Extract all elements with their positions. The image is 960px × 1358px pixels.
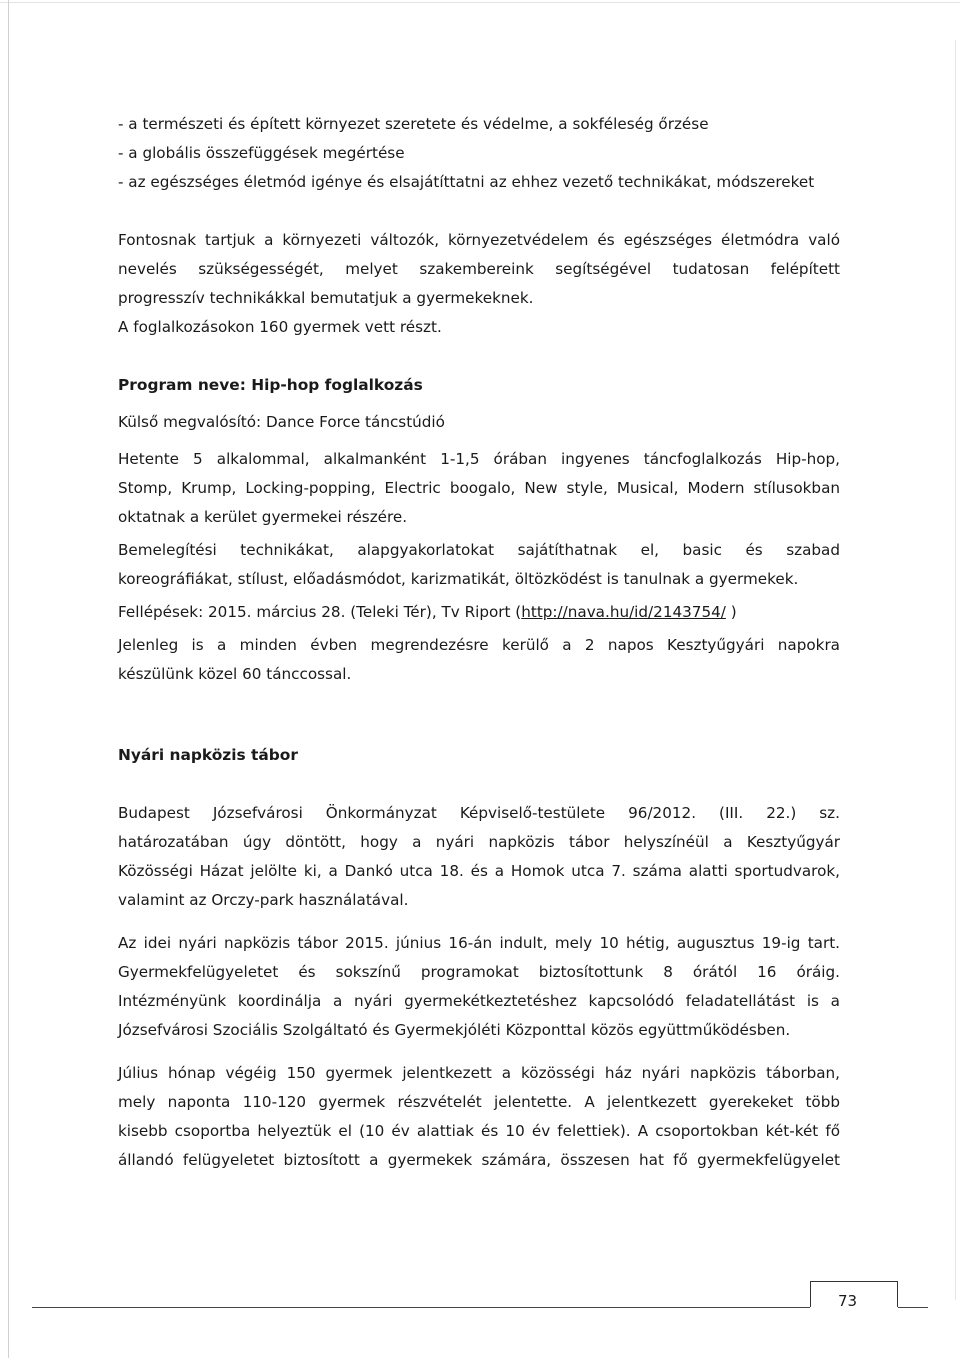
paragraph-line: készülünk közel 60 tánccossal. [118, 665, 352, 683]
paragraph-line: valamint az Orczy-park használatával. [118, 891, 409, 909]
paragraph-line: koreográfiákat, stílust, előadásmódot, karizmatikát, öltözködést is tanulnak a gyermekek. [118, 570, 799, 588]
provider-line: Külső megvalósító: Dance Force táncstúdió [118, 413, 445, 431]
paragraph-line: Az idei nyári napközis tábor 2015. június 16-án indult, mely 10 hétig, augusztus 19-ig tart. [118, 934, 840, 952]
paragraph-line: Közösségi Házat jelölte ki, a Dankó utca 18. és a Homok utca 7. száma alatti sportudvarok, [118, 862, 840, 880]
section-heading: Nyári napközis tábor [118, 746, 298, 764]
paragraph-line: Józsefvárosi Szociális Szolgáltató és Gyermekjóléti Központtal közös együttműködésben. [118, 1021, 791, 1039]
section-heading: Program neve: Hip-hop foglalkozás [118, 376, 423, 394]
scan-edge [0, 2, 960, 3]
performances-line [118, 598, 840, 627]
list-item: - a globális összefüggések megértése [118, 144, 405, 162]
performances-text: Fellépések: 2015. március 28. (Teleki Tér), Tv Riport ( [118, 603, 522, 621]
page-content [118, 110, 840, 1175]
paragraph-line: oktatnak a kerület gyermekei részére. [118, 508, 408, 526]
list-item: - a természeti és épített környezet szeretete és védelme, a sokféleség őrzése [118, 115, 709, 133]
paragraph-line: Fontosnak tartjuk a környezeti változók, környezetvédelem és egészséges életmódra való [118, 231, 840, 249]
performances-text-end: ) [725, 603, 737, 621]
paragraph-line: Intézményünk koordinálja a nyári gyermekétkeztetéshez kapcsolódó feladatellátást is a [118, 992, 840, 1010]
scan-edge [955, 40, 956, 1300]
paragraph-line: Július hónap végéig 150 gyermek jelentkezett a közösségi ház nyári napközis táborban, [118, 1064, 840, 1082]
paragraph-line: Budapest Józsefvárosi Önkormányzat Képviselő-testülete 96/2012. (III. 22.) sz. [118, 804, 840, 822]
paragraph-line: Hetente 5 alkalommal, alkalmanként 1-1,5 órában ingyenes táncfoglalkozás Hip-hop, [118, 450, 840, 468]
paragraph-line: nevelés szükségességét, melyet szakembereink segítségével tudatosan felépített [118, 260, 840, 278]
paragraph-line: progresszív technikákkal bemutatjuk a gyermekeknek. [118, 289, 534, 307]
footer-rule [32, 1307, 810, 1308]
paragraph-line: Gyermekfelügyeletet és sokszínű programokat biztosítottunk 8 órától 16 óráig. [118, 963, 840, 981]
paragraph-line: mely naponta 110-120 gyermek részvételét jelentette. A jelentkezett gyerekeket több [118, 1093, 840, 1111]
paragraph-line: Bemelegítési technikákat, alapgyakorlatokat sajátíthatnak el, basic és szabad [118, 541, 840, 559]
paragraph-line: határozatában úgy döntött, hogy a nyári napközis tábor helyszínéül a Kesztyűgyár [118, 833, 840, 851]
paragraph-line: Jelenleg is a minden évben megrendezésre kerülő a 2 napos Kesztyűgyári napokra [118, 636, 840, 654]
page-number: 73 [838, 1292, 858, 1310]
footer-rule [898, 1307, 928, 1308]
paragraph-line: kisebb csoportba helyeztük el (10 év alattiak és 10 év felettiek). A csoportokban két-két fő [118, 1122, 840, 1140]
paragraph-line: Stomp, Krump, Locking-popping, Electric boogalo, New style, Musical, Modern stílusokban [118, 479, 840, 497]
performances-link[interactable]: http://nava.hu/id/2143754/ [521, 603, 726, 621]
paragraph-line: állandó felügyeletet biztosított a gyermekek számára, összesen hat fő gyermekfelügyelet [118, 1151, 840, 1169]
participants-note: A foglalkozásokon 160 gyermek vett részt. [118, 318, 442, 336]
scan-edge [8, 0, 9, 1358]
list-item: - az egészséges életmód igénye és elsajátíttatni az ehhez vezető technikákat, módszereket [118, 173, 815, 191]
